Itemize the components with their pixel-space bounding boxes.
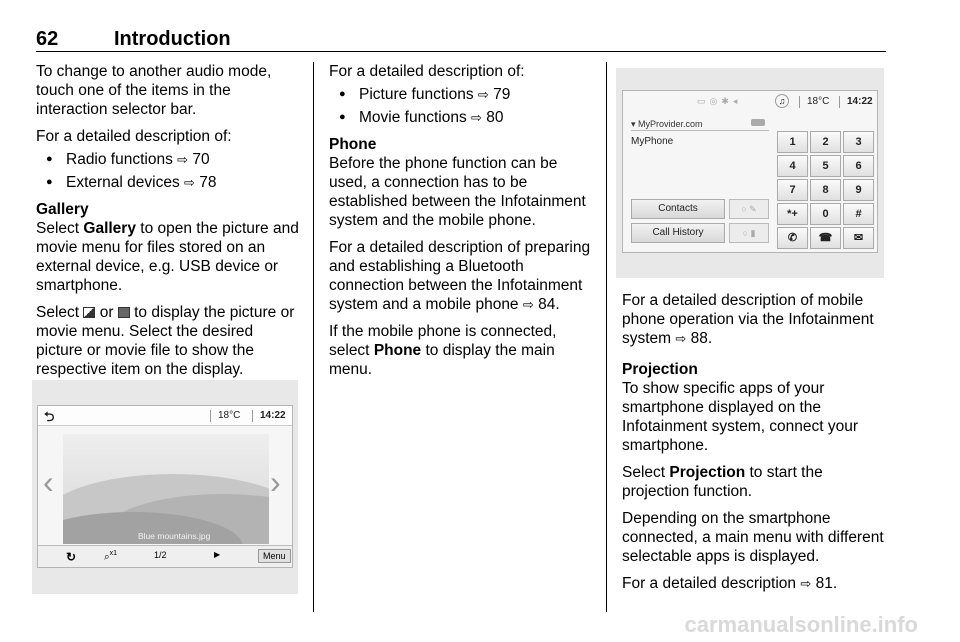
page-link[interactable]: 81 — [815, 575, 833, 592]
reference-list — [329, 85, 599, 127]
clock: 14:22 — [260, 410, 286, 421]
column-divider — [606, 62, 607, 612]
paragraph: Depending on the smartphone connected, a main menu with different selectable apps is displayed. — [622, 510, 884, 565]
clock: 14:22 — [847, 96, 873, 107]
column-middle — [329, 62, 599, 387]
provider-name: ▾ MyProvider.com — [631, 119, 703, 129]
page-link[interactable]: 78 — [199, 174, 217, 191]
reference-arrow-icon: ⇨ — [177, 152, 189, 167]
list-item: ● External devices ⇨ 78 — [36, 173, 302, 192]
section-heading-gallery: Gallery — [36, 201, 89, 218]
chevron-left-icon[interactable]: ‹ — [43, 464, 54, 500]
play-icon[interactable]: ▶ — [214, 550, 221, 559]
page-link[interactable]: 79 — [493, 86, 511, 103]
status-icons: ▭◎✱◂ — [697, 96, 742, 106]
call-icon[interactable]: ✆ — [777, 227, 808, 249]
paragraph: Before the phone function can be used, a connection has to be established between the Infotainment system and the mobile phone. — [329, 155, 586, 229]
key-7[interactable]: 7 — [777, 179, 808, 201]
hang-up-icon[interactable]: ☎ — [810, 227, 841, 249]
key-2[interactable]: 2 — [810, 131, 841, 153]
picture-preview — [63, 434, 269, 544]
file-name: Blue mountains.jpg — [138, 531, 211, 541]
key-8[interactable]: 8 — [810, 179, 841, 201]
watermark: carmanualsonline.info — [684, 612, 918, 637]
reference-arrow-icon: ⇨ — [471, 110, 482, 125]
chevron-right-icon[interactable]: › — [270, 464, 281, 500]
section-heading-phone: Phone — [329, 136, 377, 153]
key-9[interactable]: 9 — [843, 179, 874, 201]
temperature: 18°C — [807, 96, 830, 107]
display-screen — [37, 405, 293, 568]
gallery-toolbar — [38, 545, 292, 567]
contacts-button[interactable]: Contacts — [631, 199, 725, 219]
music-icon[interactable]: ♫ — [775, 94, 789, 108]
menu-button[interactable]: Menu — [258, 549, 291, 563]
status-bar — [38, 406, 292, 426]
picture-icon — [83, 307, 95, 318]
reference-arrow-icon: ⇨ — [477, 87, 489, 102]
page-link[interactable]: 80 — [486, 109, 504, 126]
key-1[interactable]: 1 — [777, 131, 808, 153]
key-0[interactable]: 0 — [810, 203, 841, 225]
paragraph: For a detailed description of: — [36, 128, 232, 145]
reference-list — [36, 150, 302, 192]
page-indicator[interactable]: 1/2 — [154, 550, 167, 560]
list-item: ● Radio functions ⇨ 70 — [36, 150, 302, 169]
paragraph: To change to another audio mode, touch one of the items in the interaction selector bar. — [36, 63, 272, 118]
paragraph: Select or to display the picture or movie menu. Select the desired picture or movie file to show the respective item on the display. — [36, 304, 295, 378]
page-link[interactable]: 88 — [690, 330, 708, 347]
paragraph: To show specific apps of your smartphone displayed on the Infotainment system, connect your smartphone. — [622, 380, 859, 454]
key-star-plus[interactable]: *+ — [777, 203, 808, 225]
phone-screenshot — [616, 68, 884, 278]
back-icon[interactable]: ⮌ — [44, 409, 55, 424]
rotate-icon[interactable]: ↻ — [66, 550, 77, 564]
phone-name: MyPhone — [631, 136, 674, 147]
paragraph: For a detailed description ⇨ 81. — [622, 575, 838, 592]
page-header — [36, 28, 886, 52]
reference-arrow-icon: ⇨ — [800, 576, 812, 591]
paragraph: Select Gallery to open the picture and movie menu for files stored on an external device, e.g. USB device or smartphone. — [36, 220, 299, 294]
paragraph: Select Projection to start the projection function. — [622, 464, 823, 500]
page-link[interactable]: 70 — [192, 151, 210, 168]
key-6[interactable]: 6 — [843, 155, 874, 177]
list-item: ● Movie functions ⇨ 80 — [329, 108, 599, 127]
paragraph: For a detailed description of: — [329, 63, 525, 80]
key-5[interactable]: 5 — [810, 155, 841, 177]
battery-icon — [751, 119, 765, 126]
handsfree-button[interactable]: ○ ▮ — [729, 223, 769, 243]
key-4[interactable]: 4 — [777, 155, 808, 177]
mute-mic-button[interactable]: ○ ✎ — [729, 199, 769, 219]
column-left — [36, 62, 302, 387]
reference-arrow-icon: ⇨ — [184, 175, 195, 190]
paragraph: For a detailed description of mobile phone operation via the Infotainment system ⇨ 88. — [622, 292, 874, 347]
reference-arrow-icon: ⇨ — [522, 297, 534, 312]
temperature: 18°C — [218, 410, 241, 421]
key-hash[interactable]: # — [843, 203, 874, 225]
list-item: ● Picture functions ⇨ 79 — [329, 85, 599, 104]
voicemail-icon[interactable]: ✉ — [843, 227, 874, 249]
page-number: 62 — [36, 28, 59, 50]
status-bar — [623, 91, 877, 113]
key-3[interactable]: 3 — [843, 131, 874, 153]
page-link[interactable]: 84 — [538, 296, 556, 313]
column-divider — [313, 62, 314, 612]
reference-arrow-icon: ⇨ — [675, 331, 687, 346]
paragraph: If the mobile phone is connected, select Phone to display the main menu. — [329, 323, 557, 378]
display-screen — [622, 90, 878, 253]
zoom-icon[interactable]: ⌕$^{x1}$ — [104, 550, 118, 563]
paragraph: For a detailed description of preparing and establishing a Bluetooth connection between the Infotainment system and a mobile phone ⇨ 84. — [329, 239, 591, 313]
column-right — [622, 291, 888, 601]
gallery-screenshot — [32, 380, 298, 594]
movie-icon — [118, 307, 130, 318]
call-history-button[interactable]: Call History — [631, 223, 725, 243]
page-title: Introduction — [114, 28, 231, 50]
section-heading-projection: Projection — [622, 361, 698, 378]
